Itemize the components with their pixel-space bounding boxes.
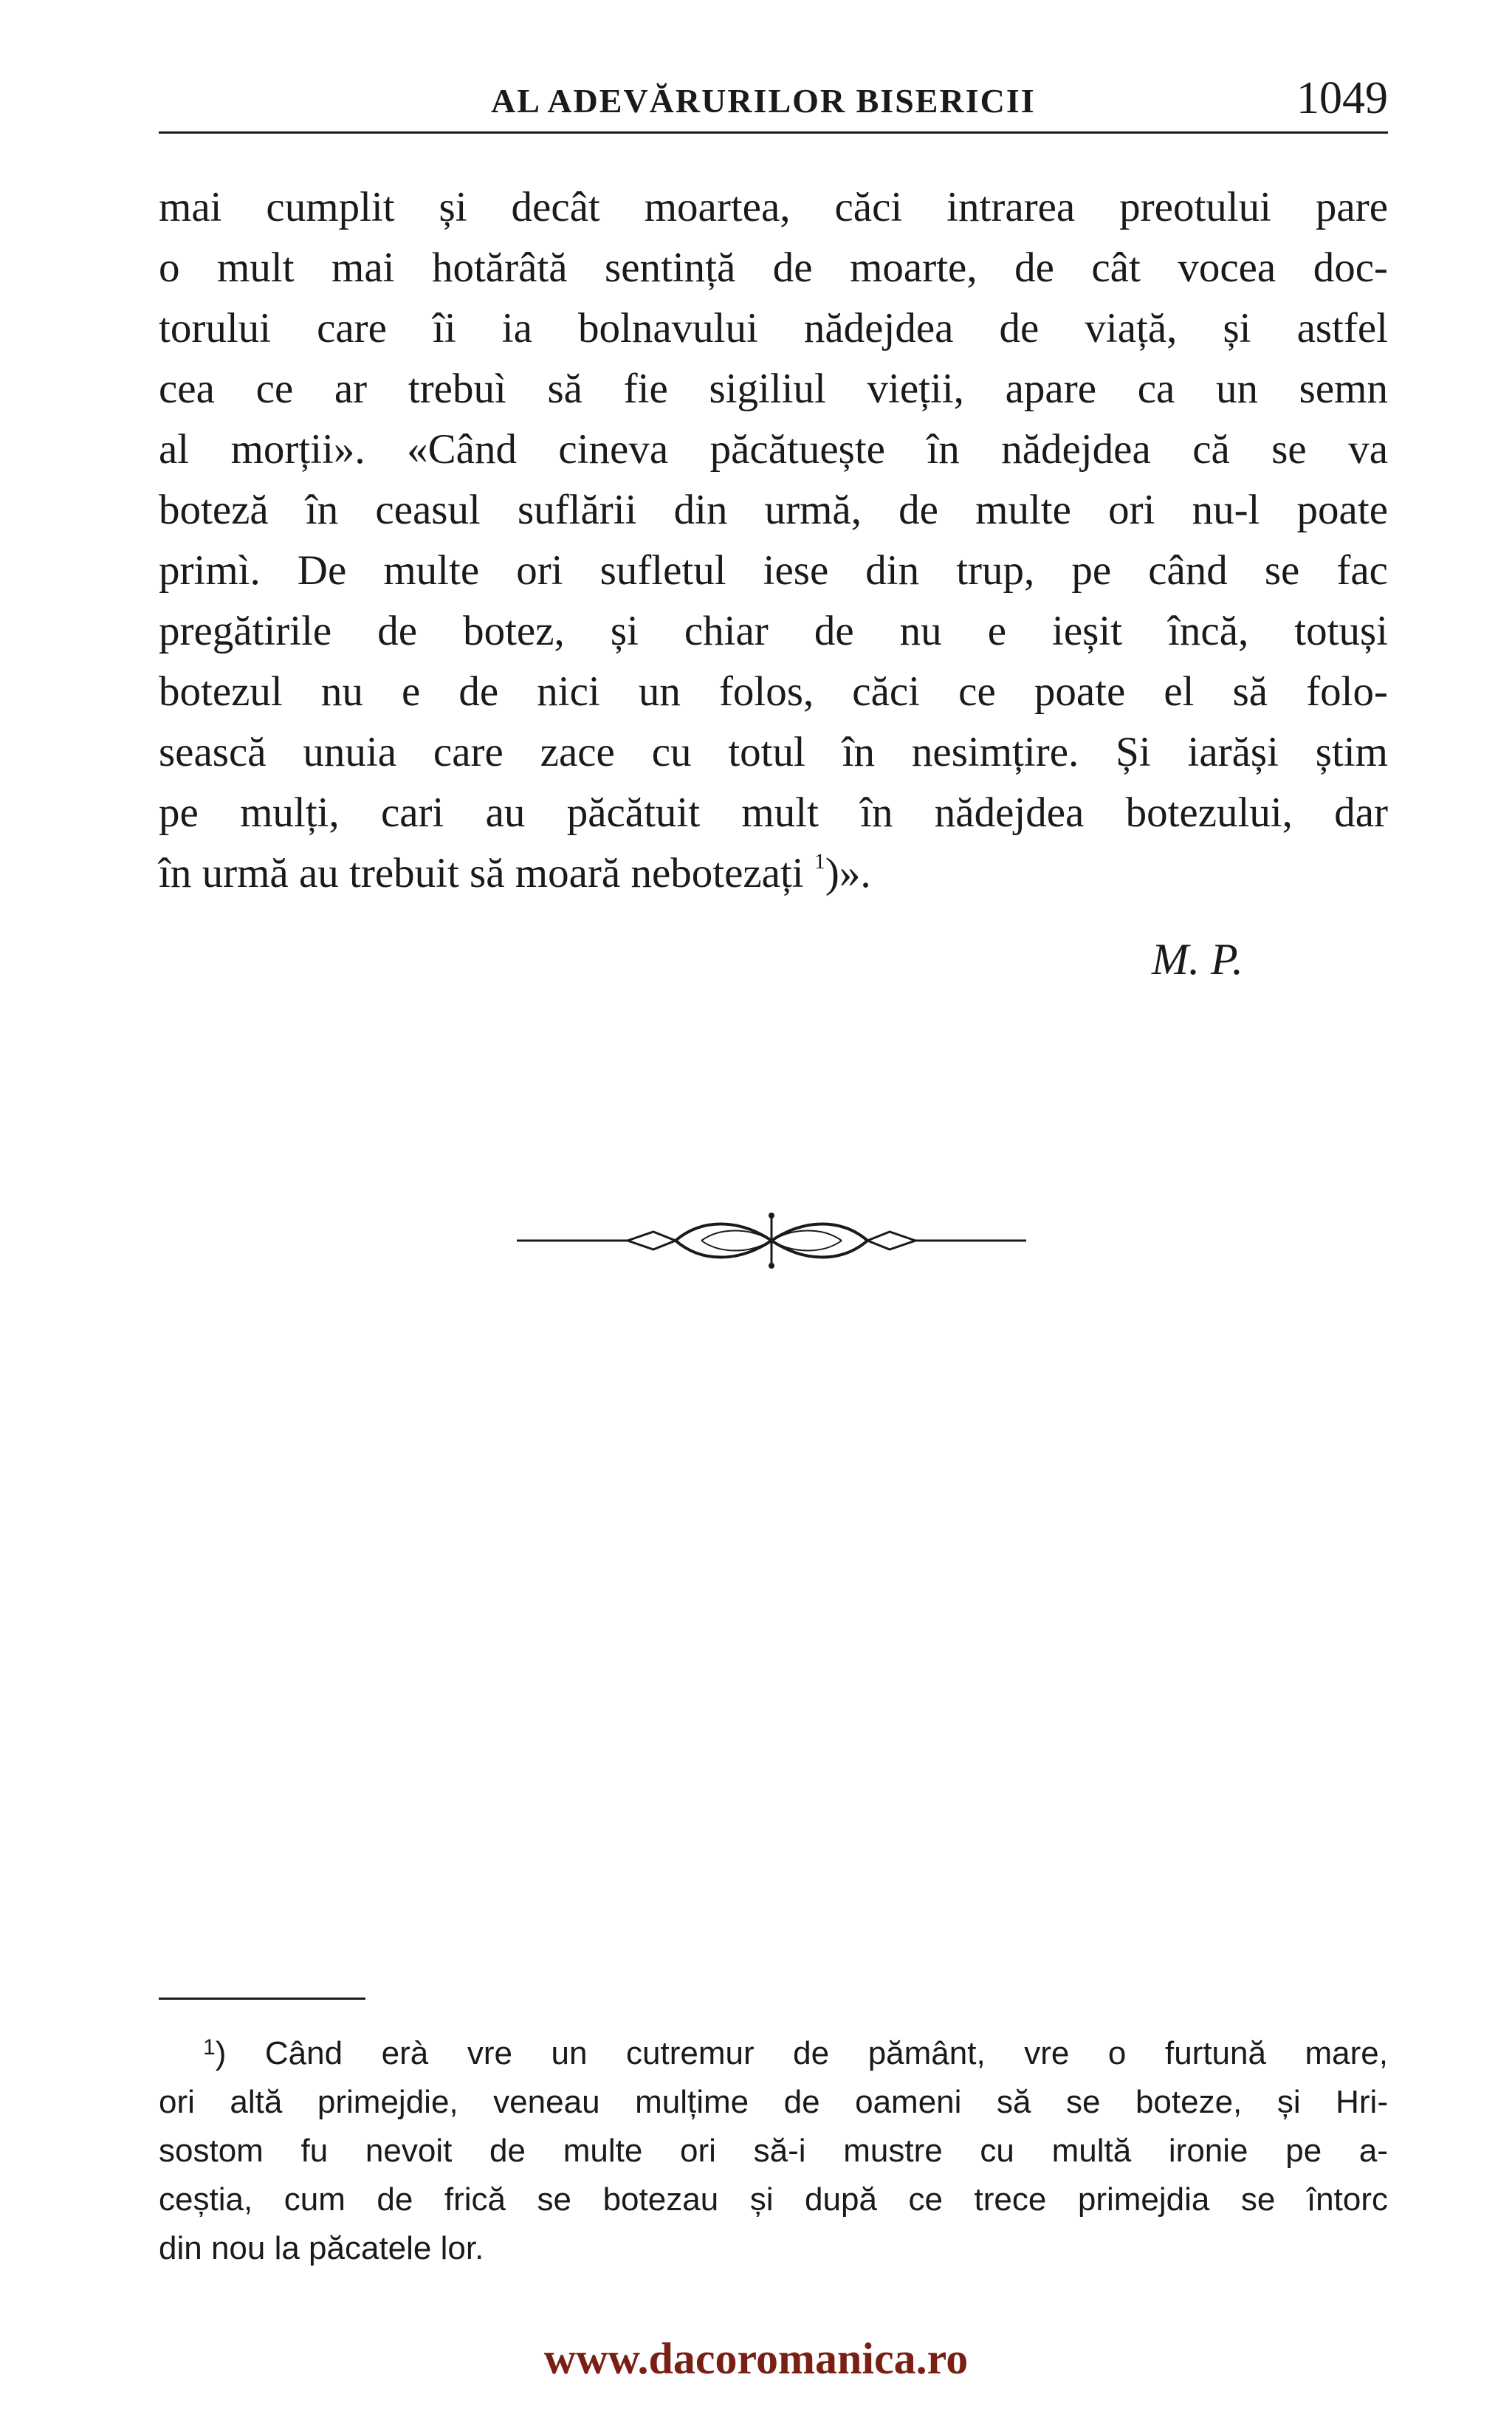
footnote-line [159,2029,1388,2078]
footnote-line: ori altă primejdie, veneau mulțime de oameni să se boteze, și Hri- [159,2084,1388,2120]
body-line: pe mulți, cari au păcătuit mult în nădejdea botezului, dar [159,789,1388,836]
footnote-line: din nou la păcatele lor. [159,2230,484,2266]
footnote-line-text: ) Când erà vre un cutremur de pământ, vre o furtună mare, [215,2035,1388,2071]
body-line: botezul nu e de nici un folos, căci ce poate el să folo- [159,668,1388,715]
footnote-marker: 1 [203,2035,216,2060]
body-line: cea ce ar trebuì să fie sigiliul vieții, apare ca un semn [159,366,1388,412]
running-header [159,72,1388,139]
body-paragraph [159,177,1388,904]
body-line: o mult mai hotărâtă sentință de moarte, de cât vocea doc- [159,244,1388,291]
body-line: torului care îi ia bolnavului nădejdea de viață, și astfel [159,305,1388,352]
page-number: 1049 [1296,73,1388,123]
body-line: al morții». «Când cineva păcătuește în nădejdea că se va [159,426,1388,473]
decorative-flourish-icon [517,1211,1026,1270]
author-signature: M. P. [1152,935,1243,984]
body-line: mai cumplit și decât moartea, căci intrarea preotului pare [159,184,1388,230]
header-rule [159,131,1388,134]
source-watermark: www.dacoromanica.ro [543,2334,969,2383]
body-line: primì. De multe ori sufletul iese din trup, pe când se fac [159,547,1388,594]
body-line: boteză în ceasul suflării din urmă, de multe ori nu-l poate [159,487,1388,533]
running-header-title: AL ADEVĂRURILOR BISERICII [491,82,1036,120]
footnote-line: ceștia, cum de frică se botezau și după ce trece primejdia se întorc [159,2181,1388,2218]
body-line: sească unuia care zace cu totul în nesimțire. Și iarăși știm [159,729,1388,775]
footnote-line: sostom fu nevoit de multe ori să-i mustre cu multă ironie pe a- [159,2133,1388,2169]
footnote-rule [159,1998,365,2000]
body-line-last [159,843,1388,904]
footnote [159,2029,1388,2273]
body-line-tail: )». [825,850,871,896]
footnote-reference[interactable]: 1 [814,849,825,874]
body-line: pregătirile de botez, și chiar de nu e ieșit încă, totuși [159,608,1388,654]
body-line-text: în urmă au trebuit să moară nebotezați [159,850,804,896]
